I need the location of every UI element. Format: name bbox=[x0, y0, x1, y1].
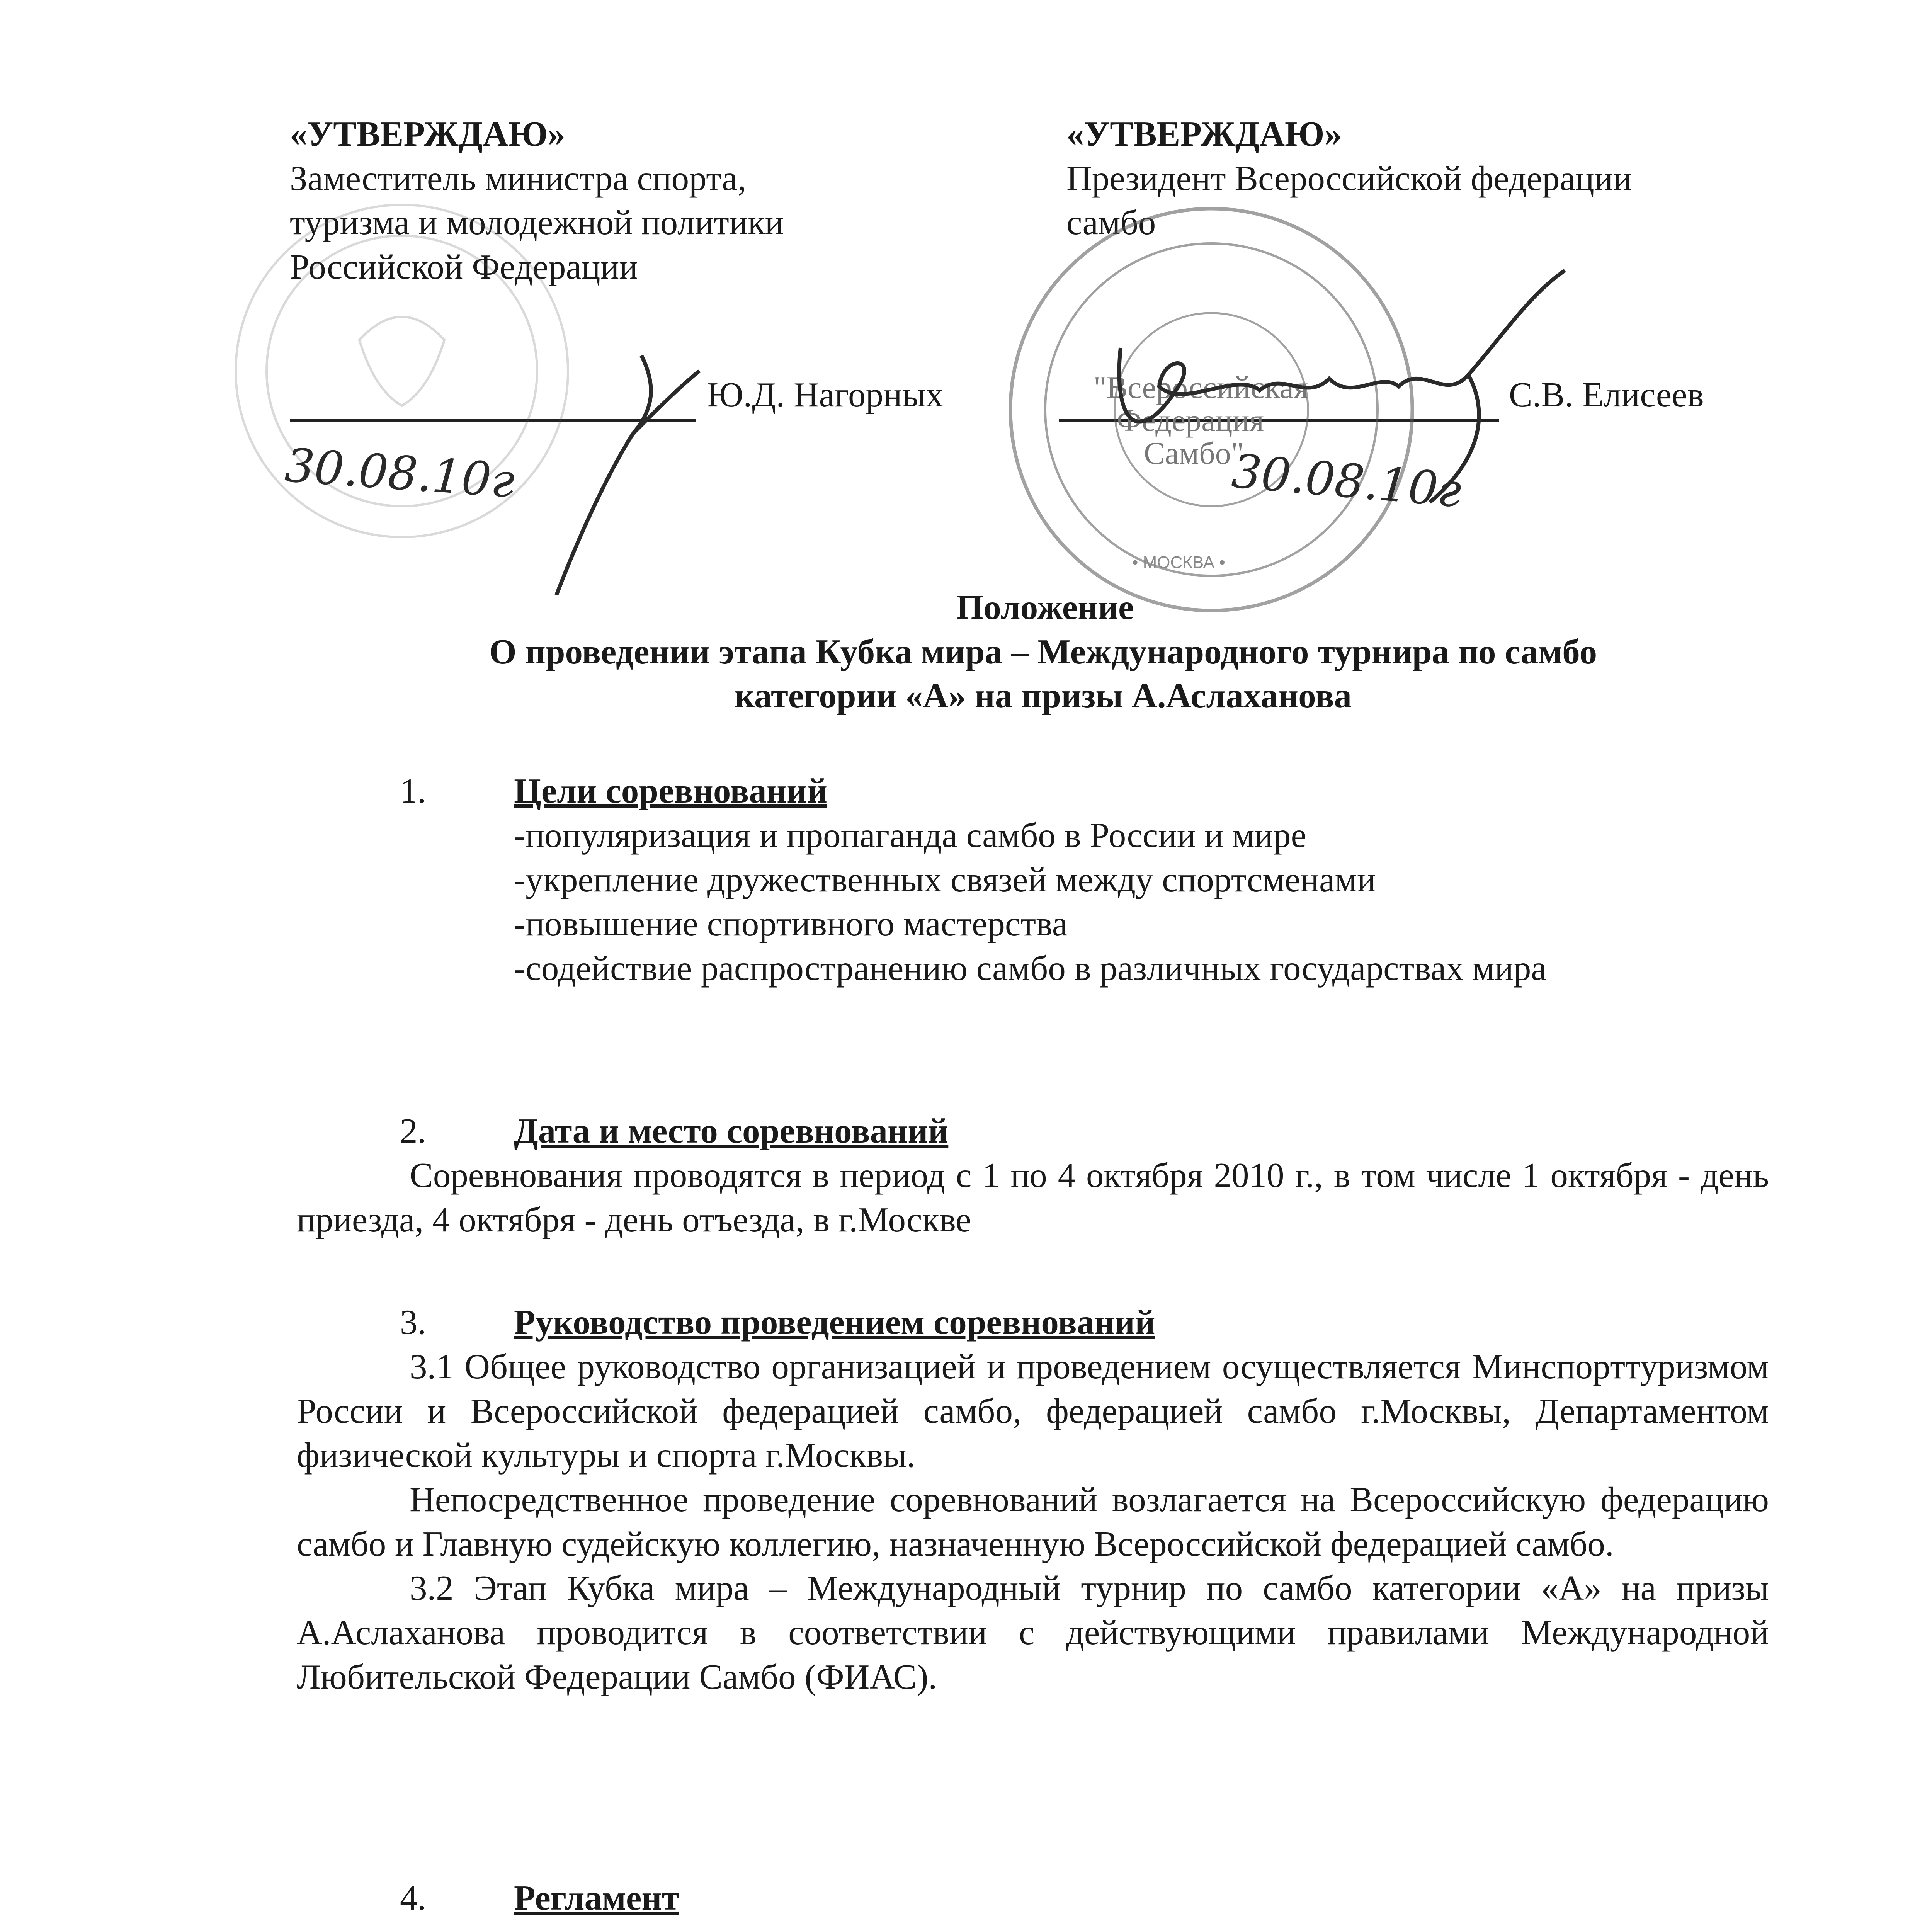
paragraph: Соревнования проводятся в период с 1 по 4 октября 2010 г., в том числе 1 октября - день приезда, 4 октября - день отъезда, в г.Москве bbox=[297, 1156, 1769, 1239]
approval-line: Российской Федерации bbox=[290, 247, 638, 286]
section-2-text bbox=[297, 1153, 1769, 1242]
doc-title-line: О проведении этапа Кубка мира – Международного турнира по самбо bbox=[489, 632, 1597, 671]
list-item: -содействие распространению самбо в различных государствах мира bbox=[514, 948, 1547, 988]
list-item: -повышение спортивного мастерства bbox=[514, 904, 1068, 944]
doc-title-heading: Положение bbox=[956, 588, 1134, 627]
approval-heading-right: «УТВЕРЖДАЮ» bbox=[1066, 114, 1342, 153]
signatory-right: С.В. Елисеев bbox=[1509, 375, 1704, 414]
approval-line: туризма и молодежной политики bbox=[290, 203, 784, 242]
handwritten-date-left: 30.08.10г bbox=[283, 439, 517, 509]
paragraph: 3.1 Общее руководство организацией и проведением осуществляется Минспорттуризмом России и Всероссийской федерацией самбо, федерацией самбо г.Москвы, Департаментом физической культуры и спорта г.Москвы. bbox=[297, 1347, 1769, 1475]
approval-heading-left: «УТВЕРЖДАЮ» bbox=[290, 114, 566, 153]
handwritten-date-right: 30.08.10г bbox=[1230, 444, 1464, 518]
signatory-left: Ю.Д. Нагорных bbox=[707, 375, 944, 414]
section-3-text bbox=[297, 1345, 1769, 1699]
doc-title-line: категории «А» на призы А.Аслаханова bbox=[734, 676, 1352, 716]
section-number: 4. bbox=[400, 1878, 427, 1917]
section-number: 1. bbox=[400, 771, 427, 810]
stamp-line: Самбо" bbox=[1144, 435, 1244, 471]
stamp-line: "Всероссийская bbox=[1094, 370, 1308, 405]
paragraph: 3.2 Этап Кубка мира – Международный турнир по самбо категории «А» на призы А.Аслаханова проводится в соответствии с действующими правилами Международной Любительской Федерации Самбо (ФИАС). bbox=[297, 1568, 1769, 1696]
section-title: Руководство проведением соревнований bbox=[514, 1303, 1155, 1342]
stamps-and-signatures bbox=[0, 0, 1932, 657]
approval-line: Президент Всероссийской федерации bbox=[1066, 158, 1632, 198]
section-title: Цели соревнований bbox=[514, 771, 828, 810]
section-title: Дата и место соревнований bbox=[514, 1111, 949, 1150]
section-number: 3. bbox=[400, 1303, 427, 1342]
stamp-ring-text: • МОСКВА • bbox=[1132, 553, 1225, 572]
section-title: Регламент bbox=[514, 1878, 679, 1917]
list-item: -популяризация и пропаганда самбо в России и мире bbox=[514, 816, 1307, 855]
list-item: -укрепление дружественных связей между спортсменами bbox=[514, 860, 1376, 899]
approval-line: Заместитель министра спорта, bbox=[290, 158, 747, 198]
approval-line: самбо bbox=[1066, 203, 1156, 242]
doc-title bbox=[0, 585, 1932, 718]
paragraph: Непосредственное проведение соревнований возлагается на Всероссийскую федерацию самбо и Главную судейскую коллегию, назначенную Всероссийской федерацией самбо. bbox=[297, 1480, 1769, 1563]
stamp-line: Федерация bbox=[1117, 403, 1264, 438]
signature-left bbox=[556, 355, 699, 595]
section-1-items bbox=[514, 813, 1547, 991]
section-number: 2. bbox=[400, 1111, 427, 1150]
